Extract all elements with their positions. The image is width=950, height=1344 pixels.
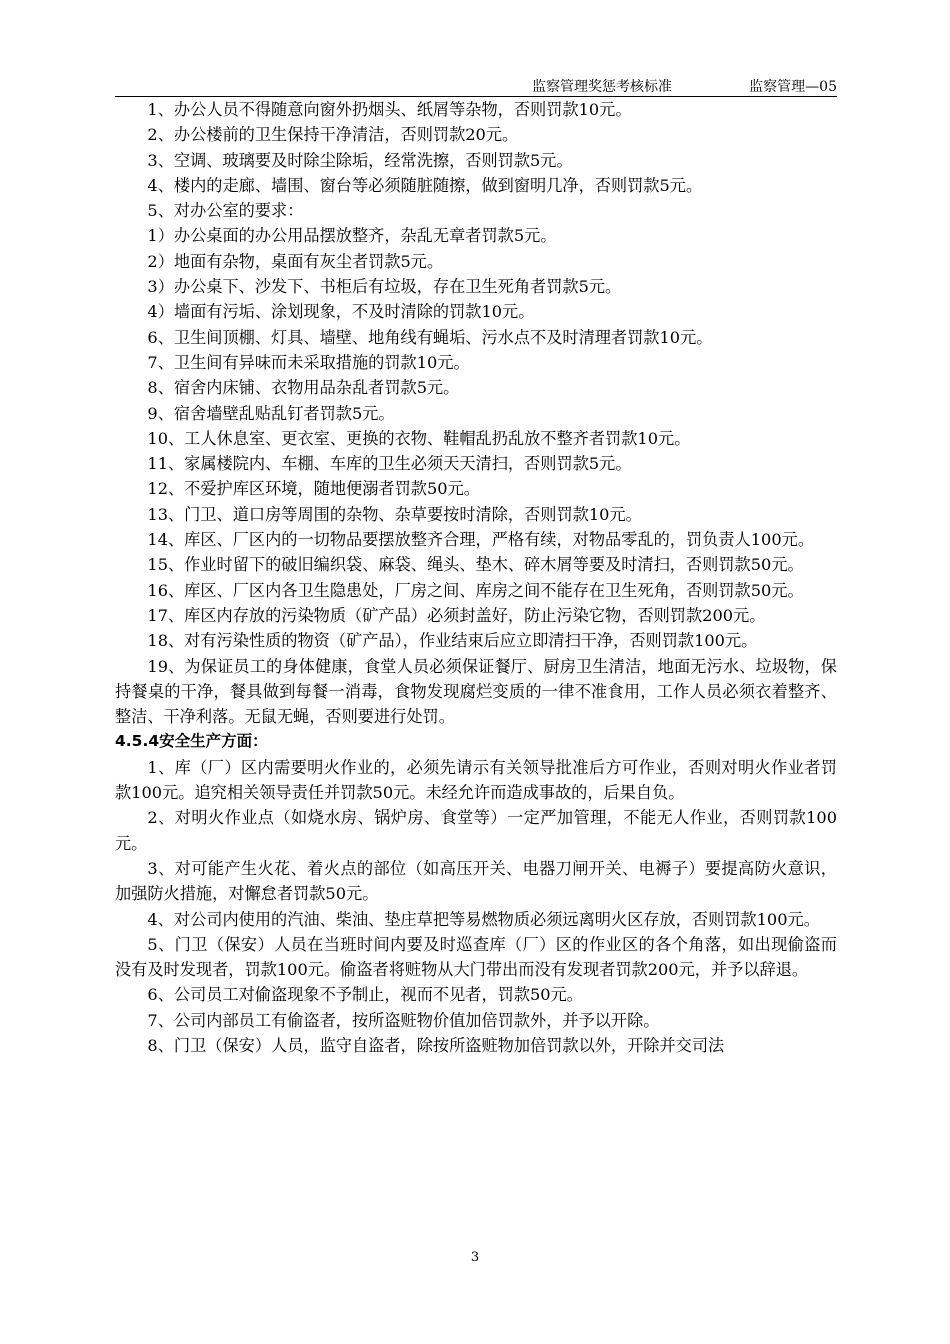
safety-item: 7、公司内部员工有偷盗者，按所盗赃物价值加倍罚款外，并予以开除。 — [147, 1010, 660, 1030]
page-header — [115, 74, 837, 97]
list-item: 11、家属楼院内、车棚、车库的卫生必须天天清扫，否则罚款5元。 — [147, 454, 632, 474]
list-item: 1）办公桌面的办公用品摆放整齐，杂乱无章者罚款5元。 — [147, 226, 557, 246]
safety-item: 8、门卫（保安）人员，监守自盗者，除按所盗赃物加倍罚款以外，开除并交司法 — [147, 1035, 725, 1055]
header-title: 监察管理奖惩考核标准 — [532, 79, 672, 95]
list-item: 9、宿舍墙壁乱贴乱钉者罚款5元。 — [147, 403, 395, 423]
safety-item: 6、公司员工对偷盗现象不予制止，视而不见者，罚款50元。 — [147, 985, 583, 1005]
document-body — [115, 97, 837, 1058]
list-item: 17、库区内存放的污染物质（矿产品）必须封盖好，防止污染它物，否则罚款200元。 — [147, 605, 766, 625]
list-item: 8、宿舍内床铺、衣物用品杂乱者罚款5元。 — [147, 378, 460, 398]
list-item: 16、库区、厂区内各卫生隐患处，厂房之间、库房之间不能存在卫生死角，否则罚款50元。 — [147, 580, 804, 600]
safety-item: 3、对可能产生火花、着火点的部位（如高压开关、电器刀闸开关、电褥子）要提高防火意识，加强防火措施，对懈怠者罚款50元。 — [115, 858, 837, 904]
list-item: 2）地面有杂物，桌面有灰尘者罚款5元。 — [147, 251, 444, 271]
list-item: 7、卫生间有异味而未采取措施的罚款10元。 — [147, 352, 470, 372]
list-item: 3）办公桌下、沙发下、书柜后有垃圾，存在卫生死角者罚款5元。 — [147, 277, 622, 297]
list-item: 13、门卫、道口房等周围的杂物、杂草要按时清除，否则罚款10元。 — [147, 504, 642, 524]
page-number: 3 — [470, 1250, 480, 1265]
list-item: 10、工人休息室、更衣室、更换的衣物、鞋帽乱扔乱放不整齐者罚款10元。 — [147, 428, 691, 448]
list-item: 2、办公楼前的卫生保持干净清洁，否则罚款20元。 — [147, 125, 519, 145]
list-item: 14、库区、厂区内的一切物品要摆放整齐合理，严格有续，对物品零乱的，罚负责人100元。 — [147, 530, 815, 550]
list-item: 19、为保证员工的身体健康，食堂人员必须保证餐厅、厨房卫生清洁，地面无污水、垃圾物，保持餐桌的干净，餐具做到每餐一消毒，食物发现腐烂变质的一律不准食用，工作人员必须衣着整齐、整洁、干净利落。无鼠无蝇，否则要进行处罚。 — [115, 656, 837, 727]
list-item: 4）墙面有污垢、涂划现象，不及时清除的罚款10元。 — [147, 302, 535, 322]
safety-item: 4、对公司内使用的汽油、柴油、垫庄草把等易燃物质必须远离明火区存放，否则罚款100元。 — [147, 909, 820, 929]
safety-item: 1、库（厂）区内需要明火作业的，必须先请示有关领导批准后方可作业，否则对明火作业者罚款100元。追究相关领导责任并罚款50元。未经允许而造成事故的，后果自负。 — [115, 757, 837, 803]
safety-item: 5、门卫（保安）人员在当班时间内要及时巡查库（厂）区的作业区的各个角落，如出现偷盗而没有及时发现者，罚款100元。偷盗者将赃物从大门带出而没有发现者罚款200元，并予以辞退。 — [115, 934, 837, 980]
safety-item: 2、对明火作业点（如烧水房、锅炉房、食堂等）一定严加管理，不能无人作业，否则罚款100元。 — [115, 808, 837, 853]
list-item: 1、办公人员不得随意向窗外扔烟头、纸屑等杂物，否则罚款10元。 — [147, 100, 632, 119]
list-item: 18、对有污染性质的物资（矿产品），作业结束后应立即清扫干净，否则罚款100元。 — [147, 631, 758, 651]
list-item: 6、卫生间顶棚、灯具、墙壁、地角线有蝇垢、污水点不及时清理者罚款10元。 — [147, 327, 713, 347]
list-item: 15、作业时留下的破旧编织袋、麻袋、绳头、垫木、碎木屑等要及时清扫，否则罚款50元。 — [147, 555, 804, 575]
list-item: 5、对办公室的要求： — [147, 201, 304, 221]
list-item: 4、楼内的走廊、墙围、窗台等必须随脏随擦，做到窗明几净，否则罚款5元。 — [147, 175, 703, 195]
section-heading: 4.5.4安全生产方面： — [115, 732, 268, 751]
list-item: 3、空调、玻璃要及时除尘除垢，经常洗擦，否则罚款5元。 — [147, 150, 573, 170]
header-document-code: 监察管理—05 — [749, 79, 837, 95]
list-item: 12、不爱护库区环境，随地便溺者罚款50元。 — [147, 479, 480, 499]
